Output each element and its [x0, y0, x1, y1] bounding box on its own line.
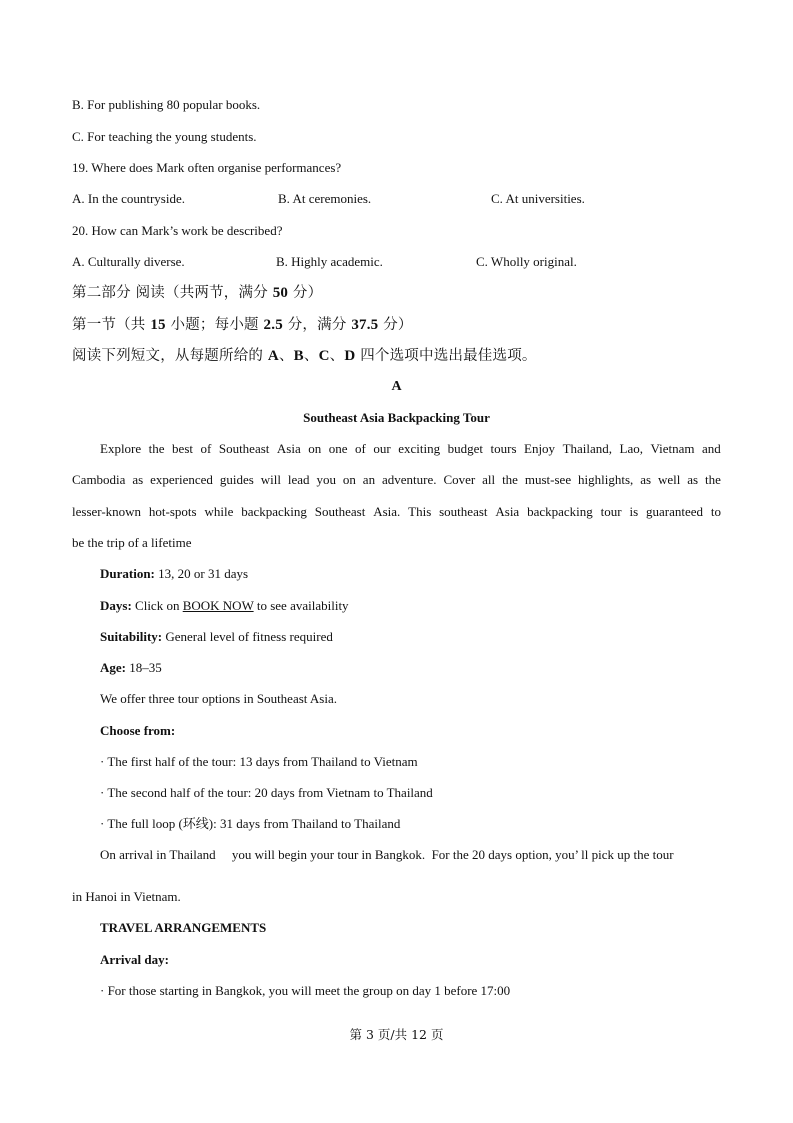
paragraph-word: and	[701, 441, 721, 456]
part-two-heading: 第二部分 阅读（共两节，满分 50 分）	[72, 285, 323, 301]
paragraph-word: Explore	[100, 441, 142, 456]
paragraph-word: of	[200, 441, 212, 456]
section-one-heading: 第一节（共 15 小题；每小题 2.5 分，满分 37.5 分）	[72, 317, 413, 333]
paragraph-word: on	[342, 472, 356, 487]
paragraph-word: tour	[600, 504, 622, 519]
page-number: 第 3 页/共 12 页	[349, 1027, 444, 1042]
paragraph-word: will	[260, 472, 281, 487]
tour-options-intro: We offer three tour options in Southeast Asia.	[100, 691, 338, 706]
paragraph-word: as	[132, 472, 144, 487]
age-row	[100, 660, 162, 676]
suitability-label: Suitability:	[100, 629, 163, 644]
paragraph-word: on	[308, 441, 322, 456]
paragraph-word: Enjoy	[524, 441, 556, 456]
paragraph-word: guides	[219, 472, 254, 487]
paragraph-word: the	[148, 441, 165, 456]
paragraph-word: backpacking	[241, 504, 307, 519]
choose-from-heading: Choose from:	[100, 723, 176, 738]
q18-option-c: C. For teaching the young students.	[72, 129, 257, 144]
passage-paragraph-line-1	[100, 441, 721, 457]
paragraph-word: lesser-known	[72, 504, 142, 519]
paragraph-word: southeast	[439, 504, 488, 519]
arrival-paragraph-line-2: in Hanoi in Vietnam.	[72, 889, 181, 904]
suitability-value: General level of fitness required	[162, 629, 333, 644]
paragraph-word: Vietnam	[650, 441, 695, 456]
q19-option-b: B. At ceremonies.	[278, 191, 372, 206]
paragraph-word: as	[687, 472, 699, 487]
paragraph-word: our	[373, 441, 391, 456]
tour-option-3: · The full loop (环线): 31 days from Thailand to Thailand	[100, 816, 401, 831]
q18-option-b: B. For publishing 80 popular books.	[72, 97, 261, 112]
duration-label: Duration:	[100, 566, 155, 581]
q20-option-c: C. Wholly original.	[476, 254, 577, 269]
reading-instructions: 阅读下列短文，从每题所给的 A、B、C、D 四个选项中选出最佳选项。	[72, 348, 537, 364]
duration-row	[100, 566, 248, 582]
paragraph-word: adventure.	[382, 472, 437, 487]
q20-option-a: A. Culturally diverse.	[72, 254, 185, 269]
paragraph-word: Thailand,	[562, 441, 613, 456]
passage-paragraph-line-3	[72, 504, 721, 520]
paragraph-word: lead	[287, 472, 310, 487]
paragraph-word: to	[710, 504, 721, 519]
paragraph-word: highlights,	[578, 472, 634, 487]
passage-title: Southeast Asia Backpacking Tour	[303, 410, 490, 425]
question-19: 19. Where does Mark often organise performances?	[72, 160, 342, 175]
paragraph-word: exciting	[398, 441, 441, 456]
arrival-day-heading: Arrival day:	[100, 952, 169, 967]
paragraph-word: well	[657, 472, 681, 487]
paragraph-word: hot-spots	[148, 504, 197, 519]
paragraph-word: best	[172, 441, 193, 456]
q20-option-b: B. Highly academic.	[276, 254, 383, 269]
paragraph-word: of	[355, 441, 366, 456]
book-now-link[interactable]: BOOK NOW	[182, 598, 254, 613]
paragraph-word: Southeast	[218, 441, 270, 456]
arrival-paragraph-line-1: On arrival in Thailand you will begin your tour in Bangkok. For the 20 days option, you’ ll pick up the tour	[100, 847, 674, 862]
paragraph-word: must-see	[524, 472, 572, 487]
age-label: Age:	[100, 660, 126, 675]
paragraph-word: budget	[447, 441, 483, 456]
tour-option-2: · The second half of the tour: 20 days from Vietnam to Thailand	[100, 785, 433, 800]
paragraph-word: This	[408, 504, 432, 519]
q19-option-a: A. In the countryside.	[72, 191, 186, 206]
paragraph-word: tours	[490, 441, 517, 456]
paragraph-word: backpacking	[527, 504, 593, 519]
paragraph-word: while	[204, 504, 234, 519]
paragraph-word: Cambodia	[72, 472, 126, 487]
paragraph-word: one	[328, 441, 348, 456]
paragraph-word: all	[482, 472, 496, 487]
age-value: 18–35	[126, 660, 162, 675]
days-row: Days: Click on BOOK NOW to see availability	[100, 598, 349, 613]
bangkok-arrival-note: · For those starting in Bangkok, you will meet the group on day 1 before 17:00	[100, 983, 511, 998]
paragraph-word: you	[316, 472, 336, 487]
paragraph-word: Southeast	[314, 504, 366, 519]
paragraph-word: an	[362, 472, 376, 487]
paragraph-word: experienced	[150, 472, 213, 487]
tour-option-1: · The first half of the tour: 13 days from Thailand to Vietnam	[100, 754, 418, 769]
paragraph-word: Asia.	[373, 504, 401, 519]
suitability-row	[100, 629, 333, 645]
paragraph-word: Asia	[495, 504, 520, 519]
paragraph-word: as	[640, 472, 652, 487]
travel-arrangements-heading: TRAVEL ARRANGEMENTS	[100, 920, 267, 935]
paragraph-word: the	[502, 472, 518, 487]
days-label: Days:	[100, 598, 132, 613]
paragraph-word: Lao,	[619, 441, 643, 456]
paragraph-word: is	[629, 504, 639, 519]
passage-paragraph-line-2	[72, 472, 721, 488]
paragraph-word: the	[705, 472, 721, 487]
question-20: 20. How can Mark’s work be described?	[72, 223, 283, 238]
passage-paragraph-line-4: be the trip of a lifetime	[72, 535, 192, 550]
paragraph-word: Asia	[276, 441, 301, 456]
paragraph-word: guaranteed	[645, 504, 704, 519]
duration-value: 13, 20 or 31 days	[154, 566, 249, 581]
paragraph-word: Cover	[443, 472, 476, 487]
passage-letter: A	[391, 379, 402, 394]
q19-option-c: C. At universities.	[491, 191, 585, 206]
